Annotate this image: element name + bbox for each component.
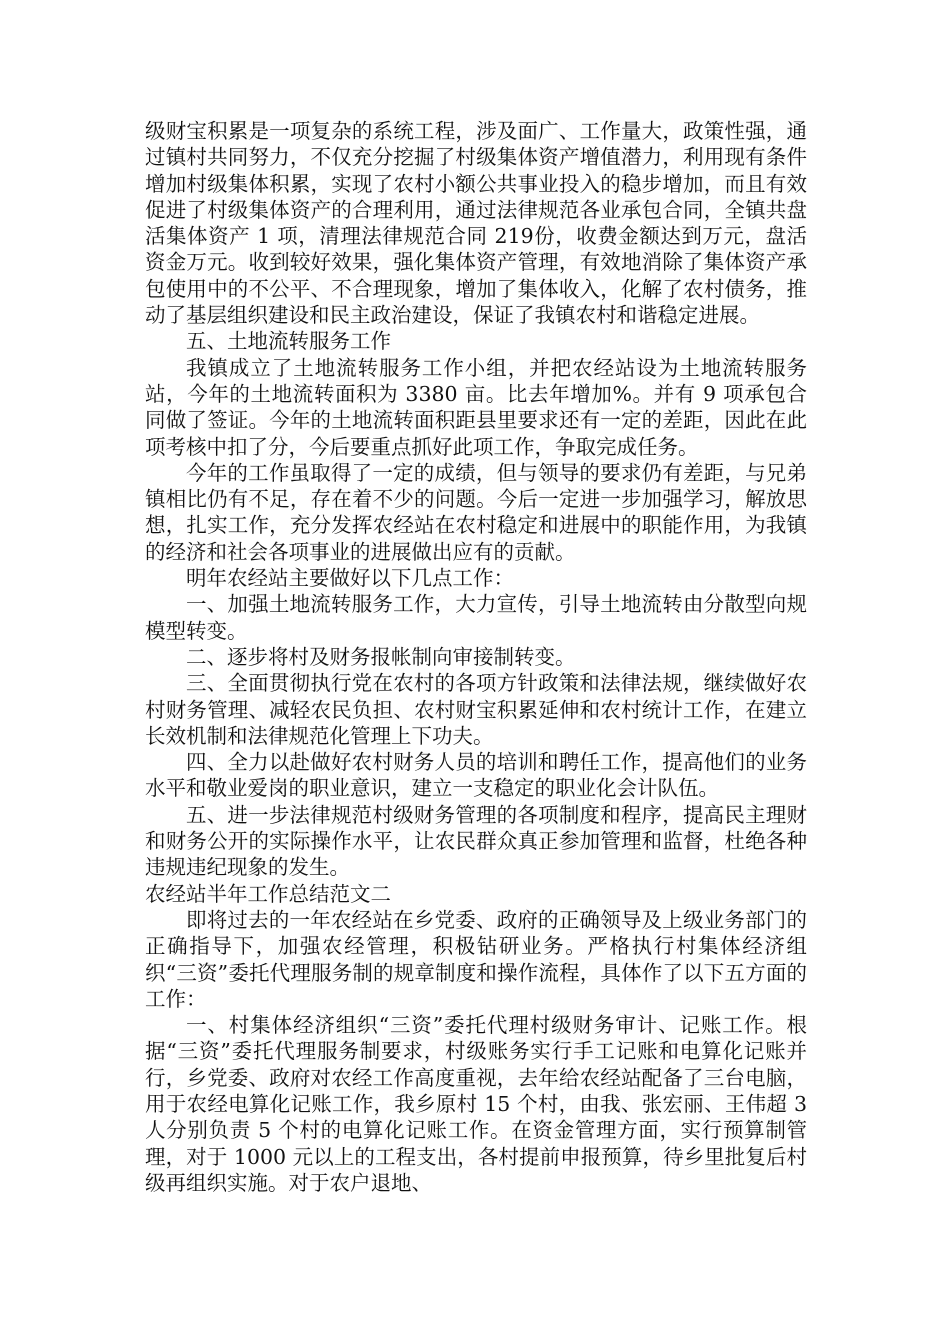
paragraph-sample-two-item-1: 一、村集体经济组织“三资”委托代理村级财务审计、记账工作。根据“三资”委托代理服务制要求，村级账务实行手工记账和电算化记账并行，乡党委、政府对农经工作高度重视，去年给农经站配备了三台电脑，用于农经电算化记账工作，我乡原村 15 个村，由我、张宏丽、王伟超 3 人分别负责 5 个村的电算化记账工作。在资金管理方面，实行预算制管理，对于 1000 元以上的工程支出，各村提前申报预算，待乡里批复后村级再组织实施。对于农户退地、: [145, 1013, 807, 1195]
section-heading-land-transfer: 五、土地流转服务工作: [186, 329, 391, 354]
paragraph-land-transfer: 我镇成立了土地流转服务工作小组，并把农经站设为土地流转服务站，今年的土地流转面积为 3380 亩。比去年增加%。并有 9 项承包合同做了签证。今年的土地流转面积距县里要求还有一定的差距，因此在此项考核中扣了分，今后要重点抓好此项工作，争取完成任务。: [145, 355, 807, 459]
list-item-5: 五、进一步法律规范村级财务管理的各项制度和程序，提高民主理财和财务公开的实际操作水平，让农民群众真正参加管理和监督，杜绝各种违规违纪现象的发生。: [145, 802, 807, 880]
list-item-1: 一、加强土地流转服务工作，大力宣传，引导土地流转由分散型向规模型转变。: [145, 592, 807, 643]
paragraph-sample-two-intro: 即将过去的一年农经站在乡党委、政府的正确领导及上级业务部门的正确指导下，加强农经管理，积极钻研业务。严格执行村集体经济组织“三资”委托代理服务制的规章制度和操作流程，具体作了以下五方面的工作：: [145, 907, 807, 1011]
list-item-2: 二、逐步将村及财务报帐制向审接制转变。: [186, 644, 576, 669]
paragraph-1: 级财宝积累是一项复杂的系统工程，涉及面广、工作量大，政策性强，通过镇村共同努力，不仅充分挖掘了村级集体资产增值潜力，利用现有条件增加村级集体积累，实现了农村小额公共事业投入的稳步增加，而且有效促进了村级集体资产的合理利用，通过法律规范各业承包合同，全镇共盘活集体资产 1 项，清理法律规范合同 219份，收费金额达到万元，盘活资金万元。收到较好效果，强化集体资产管理，有效地消除了集体资产承包使用中的不公平、不合理现象，增加了集体收入，化解了农村债务，推动了基层组织建设和民主政治建设，保证了我镇农村和谐稳定进展。: [145, 119, 807, 328]
paragraph-next-year-intro: 明年农经站主要做好以下几点工作：: [186, 566, 514, 591]
list-item-3: 三、全面贯彻执行党在农村的各项方针政策和法律法规，继续做好农村财务管理、减轻农民负担、农村财宝积累延伸和农村统计工作，在建立长效机制和法律规范化管理上下功夫。: [145, 671, 807, 748]
document-page: [145, 118, 807, 1196]
list-item-4: 四、全力以赴做好农村财务人员的培训和聘任工作，提高他们的业务水平和敬业爱岗的职业意识，建立一支稳定的职业化会计队伍。: [145, 750, 807, 801]
paragraph-summary: 今年的工作虽取得了一定的成绩，但与领导的要求仍有差距，与兄弟镇相比仍有不足，存在着不少的问题。今后一定进一步加强学习，解放思想，扎实工作，充分发挥农经站在农村稳定和进展中的职能作用，为我镇的经济和社会各项事业的进展做出应有的贡献。: [145, 460, 807, 564]
section-title-sample-two: 农经站半年工作总结范文二: [145, 881, 391, 906]
